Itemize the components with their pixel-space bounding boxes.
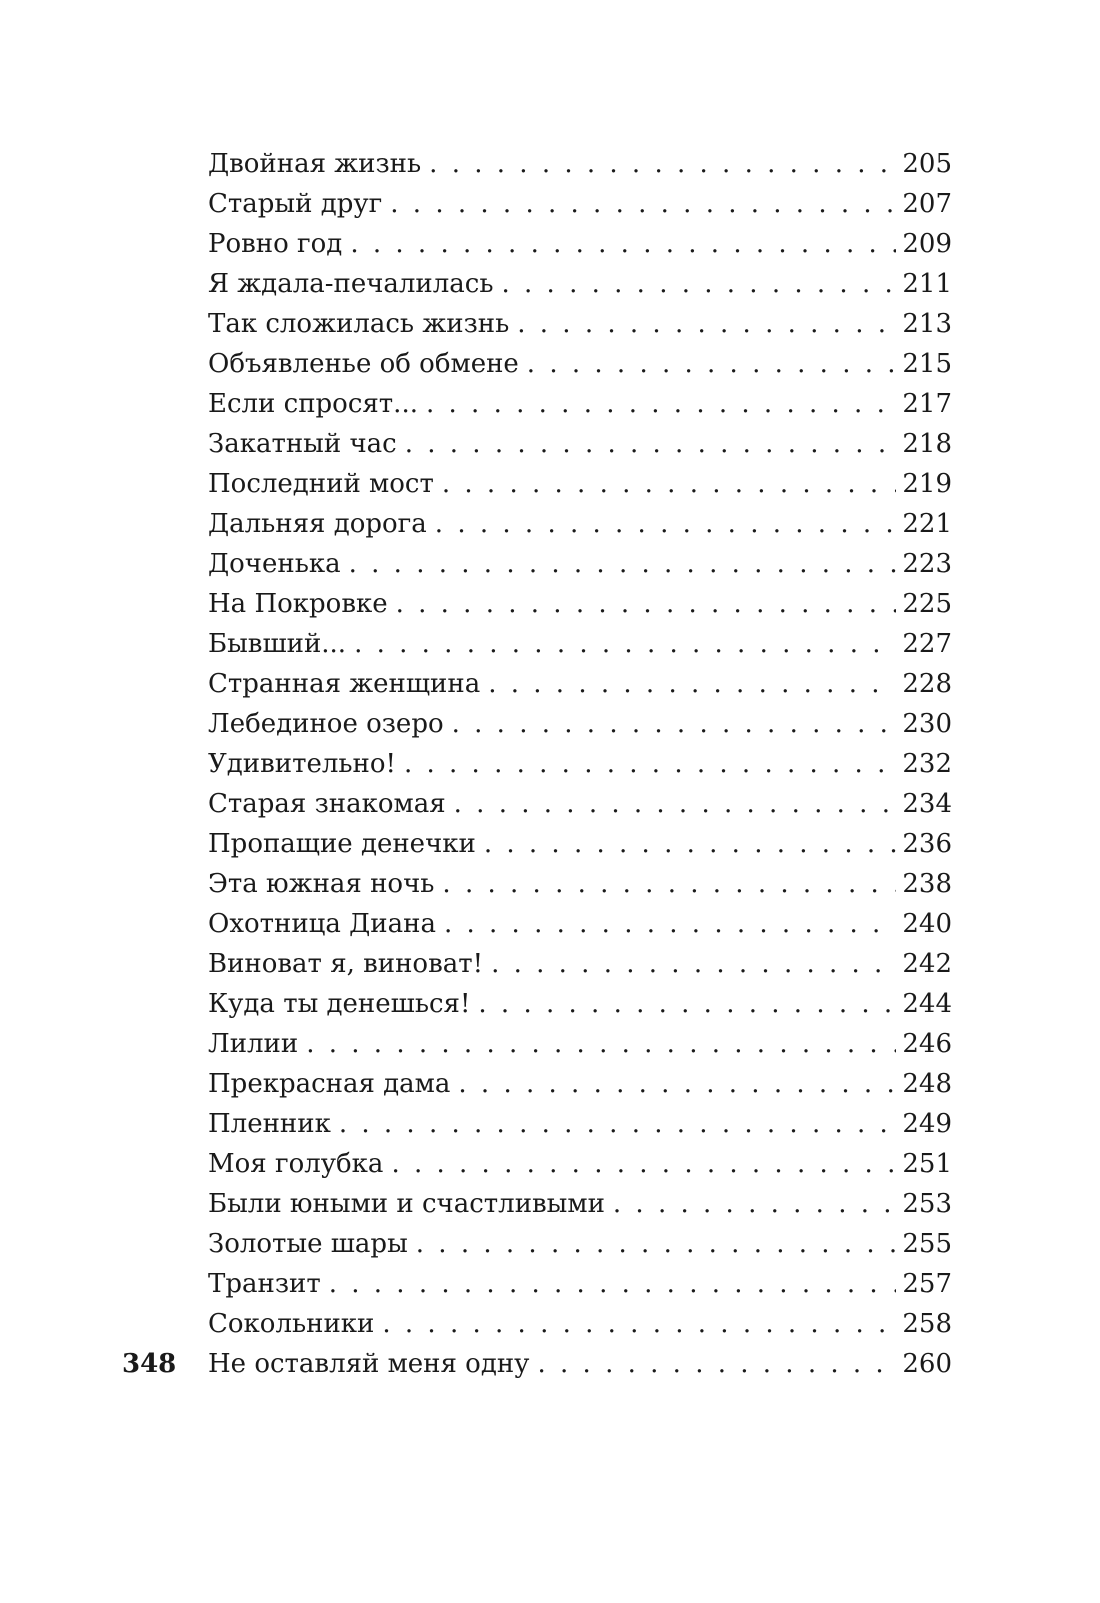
dot-leader [404,744,896,784]
page-number: 348 [122,1349,177,1379]
dot-leader [354,624,896,664]
dot-leader [454,784,897,824]
toc-entry-title: Бывший... [208,629,347,659]
toc-entry-page: 255 [902,1229,952,1259]
toc-entry-page: 227 [902,629,952,659]
dot-leader [429,144,896,184]
toc-entry [208,1344,952,1384]
toc-entry-page: 223 [902,549,952,579]
dot-leader [306,1024,896,1064]
toc-entry [208,1144,952,1184]
toc-entry [208,704,952,744]
toc-entry-title: Транзит [208,1269,321,1299]
toc-entry [208,224,952,264]
toc-entry-title: Лебединое озеро [208,709,444,739]
dot-leader [537,1344,896,1384]
toc-entry-page: 219 [902,469,952,499]
toc-entry-title: Сокольники [208,1309,375,1339]
toc-entry-title: Старая знакомая [208,789,446,819]
toc-entry-title: Закатный час [208,429,397,459]
toc-entry-title: Удивительно! [208,749,396,779]
toc-entry-title: Двойная жизнь [208,149,422,179]
dot-leader [458,1064,896,1104]
toc-entry-title: Старый друг [208,189,383,219]
toc-entry-page: 260 [902,1349,952,1379]
toc-entry-page: 211 [902,269,952,299]
toc-entry [208,664,952,704]
dot-leader [416,1224,897,1264]
toc-entry-page: 234 [902,789,952,819]
toc-entry [208,584,952,624]
toc-entry-page: 207 [902,189,952,219]
dot-leader [339,1104,897,1144]
dot-leader [382,1304,896,1344]
toc-entry-title: Моя голубка [208,1149,384,1179]
toc-entry-title: На Покровке [208,589,388,619]
toc-entry-page: 218 [902,429,952,459]
toc-entry [208,1304,952,1344]
toc-entry-title: Лилии [208,1029,299,1059]
toc-entry-page: 209 [902,229,952,259]
toc-entry-title: Золотые шары [208,1229,408,1259]
dot-leader [396,584,897,624]
toc-entry [208,264,952,304]
toc-entry [208,904,952,944]
toc-entry-page: 236 [902,829,952,859]
toc-entry-title: Пленник [208,1109,331,1139]
toc-entry-page: 213 [902,309,952,339]
toc-entry-title: Объявленье об обмене [208,349,519,379]
dot-leader [488,664,896,704]
toc-entry-title: Куда ты денешься! [208,989,471,1019]
toc-entry-page: 242 [902,949,952,979]
dot-leader [349,544,897,584]
dot-leader [350,224,896,264]
toc-entry [208,624,952,664]
toc-entry [208,984,952,1024]
toc-entry-page: 221 [902,509,952,539]
toc-entry [208,344,952,384]
toc-entry [208,184,952,224]
toc-entry-title: Дальняя дорога [208,509,427,539]
toc-entry [208,1184,952,1224]
toc-entry-page: 258 [902,1309,952,1339]
dot-leader [517,304,896,344]
dot-leader [613,1184,896,1224]
toc-entry-page: 240 [902,909,952,939]
toc-entry-title: Не оставляй меня одну [208,1349,530,1379]
toc-entry [208,1264,952,1304]
toc-entry-page: 230 [902,709,952,739]
toc-entry-title: Я ждала-печалилась [208,269,494,299]
toc-entry-title: Прекрасная дама [208,1069,451,1099]
dot-leader [391,1144,896,1184]
toc-entry [208,304,952,344]
toc-entry-title: Странная женщина [208,669,481,699]
toc-entry-title: Если спросят... [208,389,418,419]
toc-entry-page: 205 [902,149,952,179]
dot-leader [444,904,896,944]
toc-entry-page: 244 [902,989,952,1019]
toc-entry-title: Были юными и счастливыми [208,1189,605,1219]
toc-entry-title: Пропащие денечки [208,829,476,859]
toc-entry-page: 249 [902,1109,952,1139]
dot-leader [442,464,896,504]
toc-entry-title: Последний мост [208,469,434,499]
toc-entry-page: 217 [902,389,952,419]
toc-entry-page: 215 [902,349,952,379]
toc-entry [208,384,952,424]
toc-entry-page: 251 [902,1149,952,1179]
toc-entry-title: Эта южная ночь [208,869,435,899]
toc-entry-page: 238 [902,869,952,899]
toc-entry [208,424,952,464]
dot-leader [501,264,896,304]
toc-entry [208,864,952,904]
toc-entry-title: Виноват я, виноват! [208,949,484,979]
toc-entry [208,1024,952,1064]
toc-entry-page: 225 [902,589,952,619]
toc-entry-page: 232 [902,749,952,779]
toc-entry [208,944,952,984]
dot-leader [452,704,897,744]
dot-leader [491,944,896,984]
toc-entry [208,784,952,824]
toc-entry [208,824,952,864]
toc-entry [208,544,952,584]
toc-entry-page: 257 [902,1269,952,1299]
toc-entry-title: Ровно год [208,229,343,259]
toc-entry-page: 228 [902,669,952,699]
toc-entry-page: 246 [902,1029,952,1059]
toc-entry [208,504,952,544]
dot-leader [478,984,896,1024]
toc-entry [208,464,952,504]
toc-entry-title: Так сложилась жизнь [208,309,510,339]
toc-entry-title: Доченька [208,549,341,579]
toc-entry [208,144,952,184]
table-of-contents [208,144,952,1384]
toc-entry-page: 248 [902,1069,952,1099]
toc-entry [208,1224,952,1264]
dot-leader [484,824,897,864]
dot-leader [527,344,897,384]
dot-leader [405,424,897,464]
dot-leader [435,504,897,544]
dot-leader [329,1264,897,1304]
toc-entry [208,1064,952,1104]
toc-entry-page: 253 [902,1189,952,1219]
toc-entry [208,744,952,784]
dot-leader [390,184,896,224]
toc-entry [208,1104,952,1144]
toc-entry-title: Охотница Диана [208,909,436,939]
dot-leader [426,384,896,424]
dot-leader [442,864,896,904]
